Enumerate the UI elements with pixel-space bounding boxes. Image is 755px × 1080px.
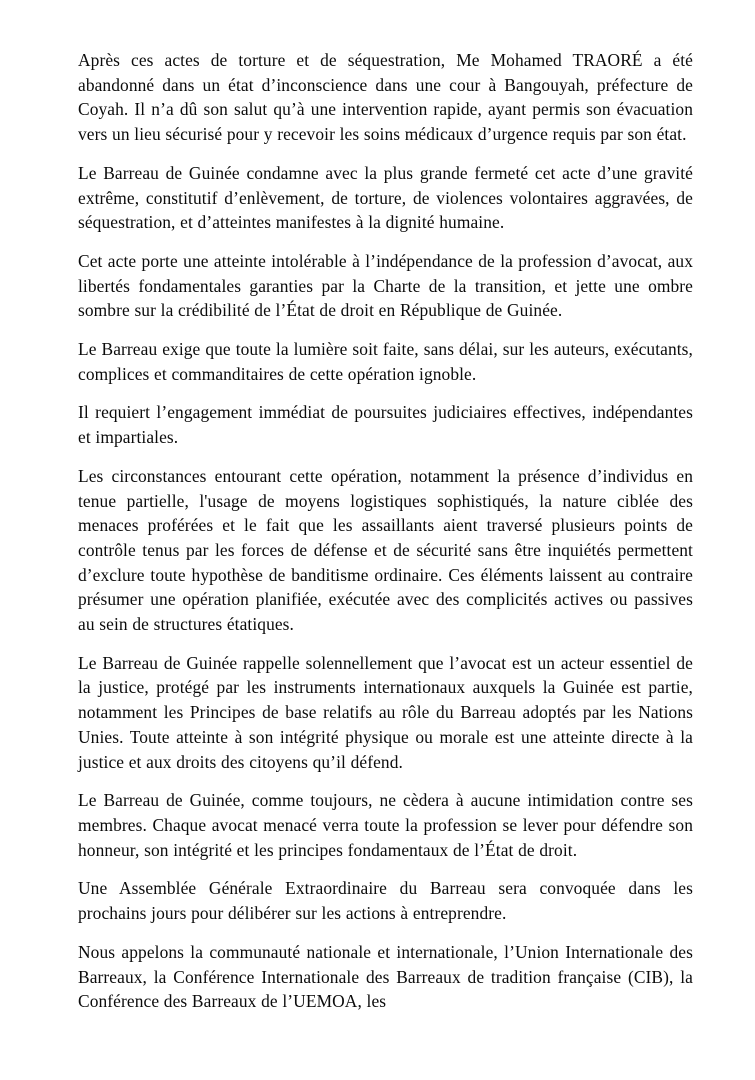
paragraph: Une Assemblée Générale Extraordinaire du Barreau sera convoquée dans les prochains jours pour délibérer sur les actions à entreprendre. <box>78 878 693 924</box>
paragraph: Nous appelons la communauté nationale et internationale, l’Union Internationale des Barreaux, la Conférence Internationale des Barreaux de tradition française (CIB), la Conférence des Barreaux de l’UEMOA, les <box>78 941 693 1012</box>
paragraph: Il requiert l’engagement immédiat de poursuites judiciaires effectives, indépendantes et impartiales. <box>78 402 693 448</box>
paragraph: Le Barreau de Guinée condamne avec la plus grande fermeté cet acte d’une gravité extrême, constitutif d’enlèvement, de torture, de violences volontaires aggravées, de séquestration, et d’atteintes manifestes à la dignité humaine. <box>78 162 693 233</box>
paragraph: Cet acte porte une atteinte intolérable à l’indépendance de la profession d’avocat, aux libertés fondamentales garanties par la Charte de la transition, et jette une ombre sombre sur la crédibilité de l’État de droit en République de Guinée. <box>78 250 693 321</box>
paragraph: Après ces actes de torture et de séquestration, Me Mohamed TRAORÉ a été abandonné dans un état d’inconscience dans une cour à Bangouyah, préfecture de Coyah. Il n’a dû son salut qu’à une intervention rapide, ayant permis son évacuation vers un lieu sécurisé pour y recevoir les soins médicaux d’urgence requis par son état. <box>78 50 693 145</box>
paragraph: Le Barreau exige que toute la lumière soit faite, sans délai, sur les auteurs, exécutants, complices et commanditaires de cette opération ignoble. <box>78 339 693 384</box>
paragraph: Les circonstances entourant cette opération, notamment la présence d’individus en tenue partielle, l'usage de moyens logistiques sophistiqués, la nature ciblée des menaces proférées et le fait que les assaillants aient traversé plusieurs points de contrôle tenus par les forces de défense et de sécurité sans être inquiétés permettent d’exclure toute hypothèse de banditisme ordinaire. Ces éléments laissent au contraire présumer une opération planifiée, exécutée avec des complicités actives ou passives au sein de structures étatiques. <box>78 465 693 635</box>
paragraph: Le Barreau de Guinée, comme toujours, ne cèdera à aucune intimidation contre ses membres. Chaque avocat menacé verra toute la profession se lever pour défendre son honneur, son intégrité et les principes fondamentaux de l’État de droit. <box>78 790 693 860</box>
document-body <box>78 48 693 1014</box>
paragraph: Le Barreau de Guinée rappelle solennellement que l’avocat est un acteur essentiel de la justice, protégé par les instruments internationaux auxquels la Guinée est partie, notamment les Principes de base relatifs au rôle du Barreau adoptés par les Nations Unies. Toute atteinte à son intégrité physique ou morale est une atteinte directe à la justice et aux droits des citoyens qu’il défend. <box>78 652 693 772</box>
